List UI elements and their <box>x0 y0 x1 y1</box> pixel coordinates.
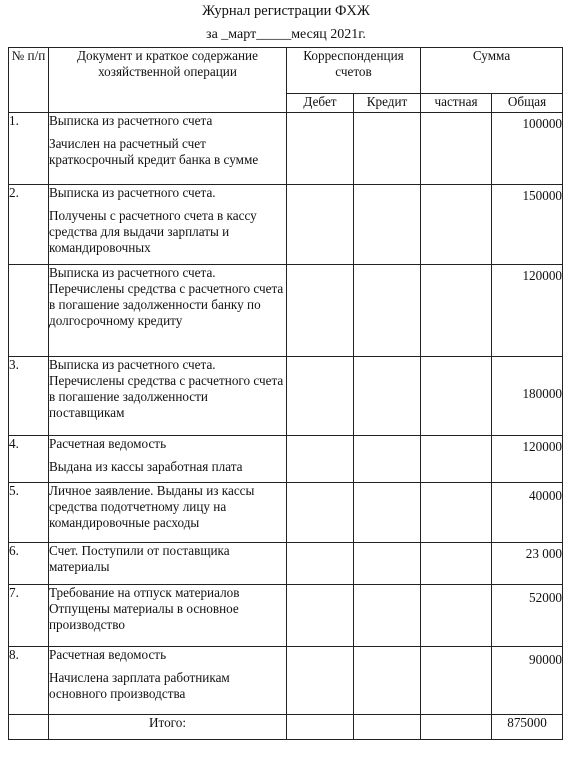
row-debit <box>287 265 354 357</box>
row-credit <box>354 436 421 483</box>
row-credit <box>354 265 421 357</box>
row-debit <box>287 647 354 715</box>
journal-body <box>9 113 563 715</box>
header-document: Документ и краткое содержание хозяйственной операции <box>49 48 287 113</box>
header-correspondence: Корреспонденция счетов <box>287 48 421 94</box>
header-credit: Кредит <box>354 94 421 113</box>
row-credit <box>354 483 421 543</box>
table-row <box>9 265 563 357</box>
row-partial <box>421 585 492 647</box>
description-line: Счет. Поступили от поставщика материалы <box>49 543 230 574</box>
header-num: № п/п <box>9 48 49 113</box>
row-credit <box>354 357 421 436</box>
table-row <box>9 483 563 543</box>
row-number: 6. <box>9 543 49 585</box>
row-credit <box>354 585 421 647</box>
description-line: Расчетная ведомость <box>49 647 167 662</box>
header-partial: частная <box>421 94 492 113</box>
total-num-cell <box>9 715 49 740</box>
row-credit <box>354 185 421 265</box>
description-line: Выписка из расчетного счета. <box>49 185 216 200</box>
header-debit: Дебет <box>287 94 354 113</box>
row-number: 7. <box>9 585 49 647</box>
description-line: Зачислен на расчетный счет краткосрочный кредит банка в сумме <box>49 136 259 167</box>
description-line: Начислена зарплата работникам основного производства <box>49 670 230 701</box>
row-description <box>49 436 287 483</box>
row-number: 2. <box>9 185 49 265</box>
row-partial <box>421 357 492 436</box>
header-sum: Сумма <box>421 48 563 94</box>
row-description <box>49 265 287 357</box>
row-amount: 52000 <box>492 585 563 647</box>
row-partial <box>421 185 492 265</box>
row-credit <box>354 647 421 715</box>
row-number: 5. <box>9 483 49 543</box>
row-number: 3. <box>9 357 49 436</box>
row-number: 4. <box>9 436 49 483</box>
row-description <box>49 585 287 647</box>
total-debit-cell <box>287 715 354 740</box>
row-amount: 120000 <box>492 436 563 483</box>
total-row <box>9 715 563 740</box>
row-number: 8. <box>9 647 49 715</box>
row-description <box>49 543 287 585</box>
row-credit <box>354 543 421 585</box>
description-line: Требование на отпуск материалов Отпущены материалы в основное производство <box>49 585 240 632</box>
table-row <box>9 113 563 185</box>
row-partial <box>421 647 492 715</box>
description-line: Выдана из кассы заработная плата <box>49 459 243 474</box>
row-debit <box>287 357 354 436</box>
row-credit <box>354 113 421 185</box>
journal-period: за _март_____месяц 2021г. <box>206 27 366 42</box>
total-credit-cell <box>354 715 421 740</box>
description-line: Выписка из расчетного счета <box>49 113 213 128</box>
row-description <box>49 113 287 185</box>
row-description <box>49 357 287 436</box>
row-partial <box>421 436 492 483</box>
row-debit <box>287 185 354 265</box>
row-debit <box>287 585 354 647</box>
table-row <box>9 585 563 647</box>
row-amount: 23 000 <box>492 543 563 585</box>
row-partial <box>421 483 492 543</box>
description-line: Расчетная ведомость <box>49 436 167 451</box>
row-debit <box>287 543 354 585</box>
total-label: Итого: <box>49 715 287 740</box>
row-number <box>9 265 49 357</box>
table-row <box>9 185 563 265</box>
row-description <box>49 647 287 715</box>
table-row <box>9 543 563 585</box>
description-line: Личное заявление. Выданы из кассы средства подотчетному лицу на командировочные расходы <box>49 483 255 530</box>
journal-table <box>8 47 563 740</box>
description-line: Получены с расчетного счета в кассу средства для выдачи зарплаты и командировочных <box>49 208 257 255</box>
header-total: Общая <box>492 94 563 113</box>
row-description <box>49 483 287 543</box>
table-row <box>9 357 563 436</box>
row-debit <box>287 436 354 483</box>
table-row <box>9 647 563 715</box>
row-amount: 90000 <box>492 647 563 715</box>
row-amount: 40000 <box>492 483 563 543</box>
row-debit <box>287 113 354 185</box>
row-partial <box>421 265 492 357</box>
table-row <box>9 436 563 483</box>
row-amount: 100000 <box>492 113 563 185</box>
total-amount: 875000 <box>492 715 563 740</box>
description-line: Выписка из расчетного счета. Перечислены средства с расчетного счета в погашение задолженности поставщикам <box>49 357 284 420</box>
row-amount: 120000 <box>492 265 563 357</box>
row-partial <box>421 113 492 185</box>
total-partial-cell <box>421 715 492 740</box>
row-amount: 150000 <box>492 185 563 265</box>
journal-title: Журнал регистрации ФХЖ <box>202 3 370 19</box>
row-partial <box>421 543 492 585</box>
row-debit <box>287 483 354 543</box>
row-description <box>49 185 287 265</box>
row-number: 1. <box>9 113 49 185</box>
description-line: Выписка из расчетного счета. Перечислены средства с расчетного счета в погашение задолженности банку по долгосрочному кредиту <box>49 265 284 328</box>
row-amount: 180000 <box>492 357 563 436</box>
